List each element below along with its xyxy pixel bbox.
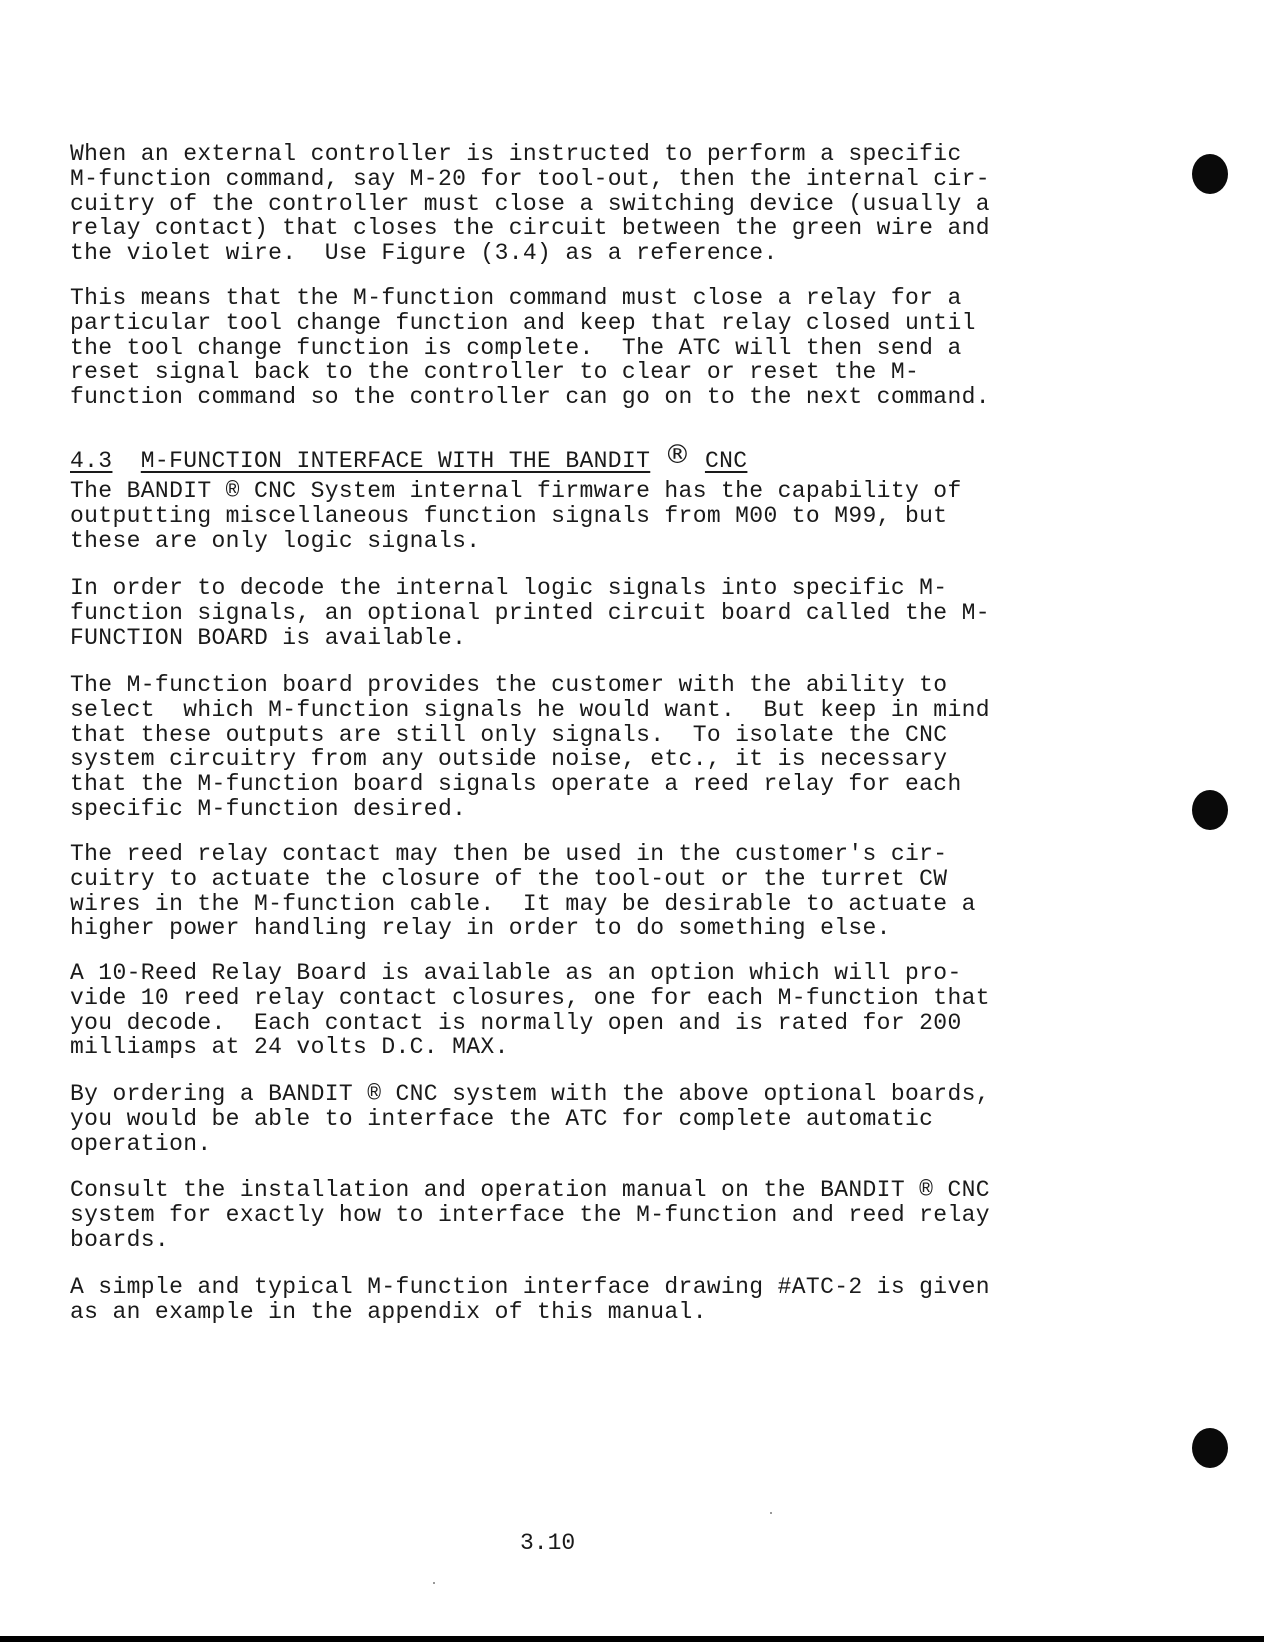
registered-mark: ® [664,440,691,470]
section-title: M-FUNCTION INTERFACE WITH THE BANDIT [140,448,651,474]
paragraph-external-controller: When an external controller is instructed to perform a specific M-function command, say M-20 for tool-out, then the internal cir- cuitry of the controller must close a switching device (usually a relay contact) that closes the circuit between the green wire and the violet wire. Use Figure (3.4) as a reference. [70,141,990,267]
paragraph-appendix: A simple and typical M-function interface drawing #ATC-2 is given as an example in the appendix of this manual. [70,1274,990,1325]
paragraph-firmware: The BANDIT ® CNC System internal firmware has the capability of outputting miscellaneous function signals from M00 to M99, but these are only logic signals. [70,478,962,554]
scan-edge [0,1636,1264,1642]
punch-hole-middle [1192,790,1228,830]
page-number: 3.10 [520,1530,576,1556]
paragraph-m-function-relay: This means that the M-function command must close a relay for a particular tool change function and keep that relay closed until the tool change function is complete. The ATC will then send a reset signal back to the controller to clear or reset the M- function command so the controller can go on to the next command. [70,285,990,411]
scan-speck [433,1582,435,1584]
paragraph-relay-board: A 10-Reed Relay Board is available as an option which will pro- vide 10 reed relay contact closures, one for each M-function that you decode. Each contact is normally open and is rated for 200 milliamps at 24 volts D.C. MAX. [70,960,990,1061]
paragraph-board: The M-function board provides the customer with the ability to select which M-function signals he would want. But keep in mind that these outputs are still only signals. To isolate the CNC system circuitry from any outside noise, etc., it is necessary that the M-function board signals operate a reed relay for each specific M-function desired. [70,672,990,822]
paragraph-consult: Consult the installation and operation manual on the BANDIT ® CNC system for exactly how to interface the M-function and reed relay boards. [70,1177,990,1253]
section-number: 4.3 [70,448,113,474]
paragraph-decode: In order to decode the internal logic signals into specific M- function signals, an optional printed circuit board called the M- FUNCTION BOARD is available. [70,575,990,651]
paragraph-ordering: By ordering a BANDIT ® CNC system with the above optional boards, you would be able to interface the ATC for complete automatic operation. [70,1081,990,1157]
paragraph-reed-relay: The reed relay contact may then be used in the customer's cir- cuitry to actuate the closure of the tool-out or the turret CW wires in the M-function cable. It may be desirable to actuate a higher power handling relay in order to do something else. [70,841,976,942]
punch-hole-top [1192,154,1228,194]
punch-hole-bottom [1192,1428,1228,1468]
scan-speck [770,1512,772,1514]
section-title-suffix: CNC [704,448,748,474]
section-heading [70,440,748,474]
